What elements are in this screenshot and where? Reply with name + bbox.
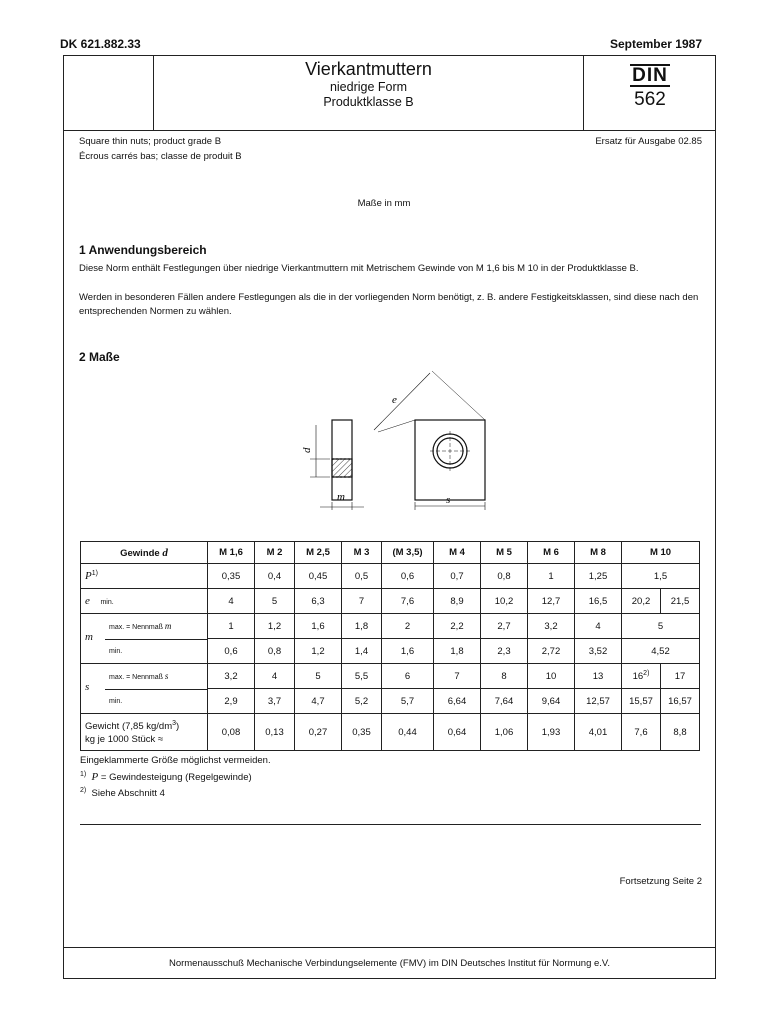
document-subtitle: niedrige Form: [329, 80, 408, 94]
cell: 6,64: [434, 689, 481, 714]
cell: 0,7: [434, 564, 481, 589]
cell: 1,6: [382, 639, 434, 664]
cell: 5,2: [342, 689, 382, 714]
label-s: s: [446, 494, 451, 506]
cell: 0,08: [208, 714, 255, 751]
footnote-2: $^{2)}$ Siehe Abschnitt 4: [80, 787, 165, 800]
label-e: e: [392, 394, 397, 406]
cell: 5: [255, 589, 295, 614]
cell: 1: [528, 564, 575, 589]
section1-paragraph2: Werden in besonderen Fällen andere Festlegungen als die in der vorliegenden Norm benötigt, z. B. andere Festigkeitsklassen, sind diese nach den entsprechenden Normen zu wählen.: [79, 292, 699, 317]
cell: 16,5: [575, 589, 622, 614]
cell: 16$^{2)}$: [622, 664, 661, 689]
cell: 5,7: [382, 689, 434, 714]
cell: 1,5: [622, 564, 700, 589]
cell: 1,8: [342, 614, 382, 639]
cell: 4,01: [575, 714, 622, 751]
cell: 1,06: [481, 714, 528, 751]
cell: 0,8: [255, 639, 295, 664]
cell: 2,7: [481, 614, 528, 639]
cell: 8: [481, 664, 528, 689]
pitch-label: $P^{1)}$: [81, 564, 208, 589]
cell: 3,2: [208, 664, 255, 689]
size-header: M 3: [342, 542, 382, 564]
din-logo: DIN: [632, 65, 668, 86]
size-header: M 5: [481, 542, 528, 564]
cell: 12,57: [575, 689, 622, 714]
cell: 2,3: [481, 639, 528, 664]
cell: 6,3: [295, 589, 342, 614]
replacement-note: Ersatz für Ausgabe 02.85: [595, 136, 702, 147]
cell: 4: [208, 589, 255, 614]
table-row-weight: [81, 714, 700, 751]
cell: 7: [342, 589, 382, 614]
footnote-1: $^{1)}$ P = Gewindesteigung (Regelgewinde): [80, 770, 252, 783]
front-view: [374, 371, 485, 510]
cell: 10: [528, 664, 575, 689]
cell: 2: [382, 614, 434, 639]
table-row-m-max: [81, 614, 700, 639]
size-header: M 8: [575, 542, 622, 564]
cell: 17: [661, 664, 700, 689]
cell: 0,35: [342, 714, 382, 751]
french-title: Écrous carrés bas; classe de produit B: [79, 151, 242, 162]
cell: 7,6: [382, 589, 434, 614]
continuation-note: Fortsetzung Seite 2: [619, 876, 702, 887]
size-header: M 2,5: [295, 542, 342, 564]
side-view-section: [332, 459, 352, 477]
nut-drawing: [280, 365, 510, 515]
cell: 1,25: [575, 564, 622, 589]
publication-date: September 1987: [609, 37, 702, 51]
cell: 5: [622, 614, 700, 639]
size-header: M 10: [622, 542, 700, 564]
cell: 2,72: [528, 639, 575, 664]
header-divider: [63, 130, 716, 131]
cell: 1: [208, 614, 255, 639]
cell: 8,9: [434, 589, 481, 614]
section1-paragraph1: Diese Norm enthält Festlegungen über niedrige Vierkantmuttern mit Metrischem Gewinde von M 1,6 bis M 10 in der Produktklasse B.: [79, 263, 639, 274]
din-block: [584, 58, 716, 111]
table-footnotes: [80, 754, 701, 801]
document-title: Vierkantmuttern: [305, 59, 432, 79]
size-header: (M 3,5): [382, 542, 434, 564]
cell: 7: [434, 664, 481, 689]
cell: 9,64: [528, 689, 575, 714]
cell: 1,6: [295, 614, 342, 639]
cell: 0,35: [208, 564, 255, 589]
cell: 0,27: [295, 714, 342, 751]
size-header: M 1,6: [208, 542, 255, 564]
title-block: [154, 58, 583, 110]
cell: 0,6: [382, 564, 434, 589]
cell: 21,5: [661, 589, 700, 614]
cell: 16,57: [661, 689, 700, 714]
cell: 0,44: [382, 714, 434, 751]
cell: 4: [575, 614, 622, 639]
thread-header: [81, 542, 208, 564]
cell: 12,7: [528, 589, 575, 614]
section1-heading: 1 Anwendungsbereich: [79, 243, 207, 257]
cell: 1,93: [528, 714, 575, 751]
thread-label: Gewinde: [120, 547, 160, 559]
table-header-row: [81, 542, 700, 564]
cell: 4,7: [295, 689, 342, 714]
bracket-note: Eingeklammerte Größe möglichst vermeiden.: [80, 755, 271, 766]
cell: 0,4: [255, 564, 295, 589]
footnote-divider: [80, 824, 701, 825]
label-m: m: [337, 491, 345, 503]
s-label: s max. = Nennmaß s min.: [81, 664, 208, 714]
cell: 4,52: [622, 639, 700, 664]
cell: 1,8: [434, 639, 481, 664]
cell: 2,2: [434, 614, 481, 639]
cell: 8,8: [661, 714, 700, 751]
cell: 7,64: [481, 689, 528, 714]
size-header: M 6: [528, 542, 575, 564]
cell: 1,2: [295, 639, 342, 664]
units-note: Maße in mm: [357, 198, 411, 209]
table-row-s-max: [81, 664, 700, 689]
cell: 0,5: [342, 564, 382, 589]
size-header: M 2: [255, 542, 295, 564]
cell: 6: [382, 664, 434, 689]
dimensions-table: [80, 541, 700, 751]
english-title: Square thin nuts; product grade B: [79, 136, 222, 147]
cell: 1,2: [255, 614, 295, 639]
footer-divider: [63, 947, 716, 948]
thread-symbol: d: [162, 546, 168, 559]
size-header: M 4: [434, 542, 481, 564]
cell: 13: [575, 664, 622, 689]
weight-label: Gewicht (7,85 $kg/dm^3$) kg je 1000 Stück ≈: [81, 714, 208, 751]
table-row-e: [81, 589, 700, 614]
cell: 0,13: [255, 714, 295, 751]
dk-number: DK 621.882.33: [60, 37, 141, 51]
cell: 7,6: [622, 714, 661, 751]
cell: 3,7: [255, 689, 295, 714]
page-frame: [63, 55, 716, 979]
cell: 10,2: [481, 589, 528, 614]
cell: 3,2: [528, 614, 575, 639]
section2-heading: 2 Maße: [79, 350, 120, 364]
product-class: Produktklasse B: [323, 95, 414, 109]
table-row-pitch: [81, 564, 700, 589]
cell: 1,4: [342, 639, 382, 664]
cell: 5: [295, 664, 342, 689]
cell: 0,6: [208, 639, 255, 664]
cell: 2,9: [208, 689, 255, 714]
cell: 20,2: [622, 589, 661, 614]
cell: 5,5: [342, 664, 382, 689]
din-number: 562: [634, 89, 666, 110]
publisher-line: Normenausschuß Mechanische Verbindungselemente (FMV) im DIN Deutsches Institut für Normung e.V.: [168, 958, 611, 969]
cell: 0,8: [481, 564, 528, 589]
e-label: e min.: [81, 589, 208, 614]
label-d: d: [301, 447, 313, 453]
cell: 0,64: [434, 714, 481, 751]
cell: 4: [255, 664, 295, 689]
cell: 15,57: [622, 689, 661, 714]
cell: 3,52: [575, 639, 622, 664]
m-label: m max. = Nennmaß m min.: [81, 614, 208, 664]
cell: 0,45: [295, 564, 342, 589]
